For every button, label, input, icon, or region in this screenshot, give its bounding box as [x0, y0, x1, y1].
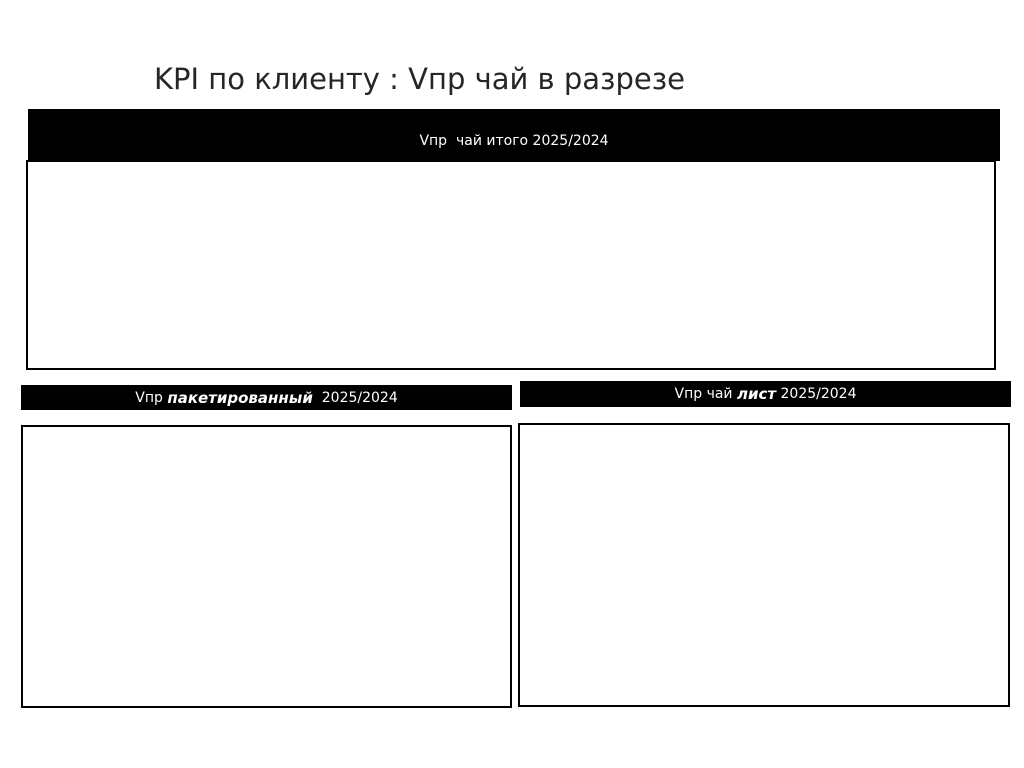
- total-section-header-label: Vпр чай итого 2025/2024: [419, 133, 609, 149]
- leaf-header-suffix: 2025/2024: [776, 386, 857, 402]
- total-section-header: [28, 109, 1000, 161]
- packaged-section-panel: [21, 425, 512, 708]
- packaged-section-header: [21, 385, 512, 410]
- total-section-panel: [26, 160, 996, 370]
- slide-title: KPI по клиенту : Vпр чай в разрезе: [154, 62, 685, 96]
- packaged-header-prefix: Vпр: [135, 389, 168, 406]
- packaged-header-suffix: 2025/2024: [312, 389, 398, 406]
- leaf-section-panel: [518, 423, 1010, 707]
- leaf-header-prefix: Vпр чай: [674, 386, 737, 402]
- leaf-header-emphasis: лист: [736, 385, 777, 403]
- leaf-section-header: [520, 381, 1011, 407]
- packaged-header-emphasis: пакетированный: [167, 388, 313, 407]
